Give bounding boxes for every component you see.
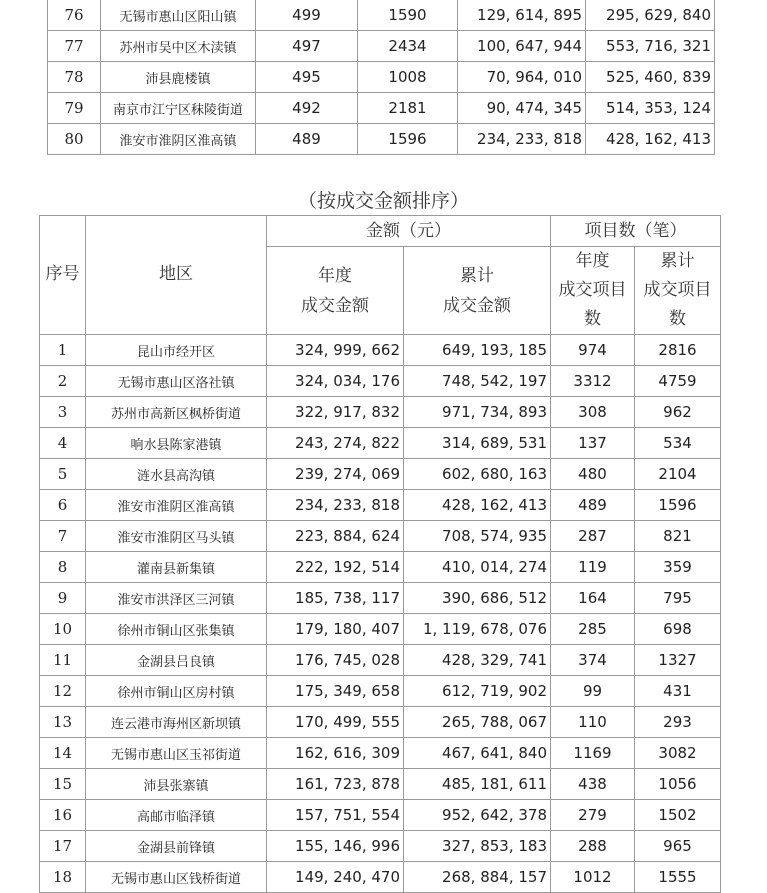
cum-amount-cell: 467, 641, 840 xyxy=(404,738,551,769)
table-row xyxy=(40,583,721,614)
annual-count-cell: 164 xyxy=(551,583,635,614)
region-cell: 淮安市淮阴区马头镇 xyxy=(86,521,267,552)
region-cell: 南京市江宁区秣陵街道 xyxy=(101,93,256,124)
table-row xyxy=(40,676,721,707)
table-row xyxy=(40,428,721,459)
header-rank: 序号 xyxy=(40,216,86,335)
header-annual-amount xyxy=(267,247,404,335)
rank-cell: 11 xyxy=(40,645,86,676)
region-cell: 淮安市淮阴区淮高镇 xyxy=(101,124,256,155)
table-row xyxy=(48,124,715,155)
header-cum-amount-line1: 累计 xyxy=(460,265,494,286)
cum-count-cell: 359 xyxy=(635,552,721,583)
cum-count-cell: 431 xyxy=(635,676,721,707)
cum-amount-cell: 410, 014, 274 xyxy=(404,552,551,583)
annual-count-cell: 1169 xyxy=(551,738,635,769)
annual-amount-cell: 129, 614, 895 xyxy=(458,0,586,31)
annual-count-cell: 438 xyxy=(551,769,635,800)
region-cell: 无锡市惠山区洛社镇 xyxy=(86,366,267,397)
table-row xyxy=(40,831,721,862)
cum-amount-cell: 485, 181, 611 xyxy=(404,769,551,800)
cum-amount-cell: 1, 119, 678, 076 xyxy=(404,614,551,645)
region-cell: 连云港市海州区新坝镇 xyxy=(86,707,267,738)
cum-amount-cell: 708, 574, 935 xyxy=(404,521,551,552)
annual-count-cell: 374 xyxy=(551,645,635,676)
annual-amount-cell: 100, 647, 944 xyxy=(458,31,586,62)
header-cum-amount xyxy=(404,247,551,335)
cum-count-cell: 1590 xyxy=(358,0,458,31)
annual-count-cell: 279 xyxy=(551,800,635,831)
header-annual-amount-line2: 成交金额 xyxy=(301,295,369,316)
cum-amount-cell: 327, 853, 183 xyxy=(404,831,551,862)
annual-amount-cell: 234, 233, 818 xyxy=(267,490,404,521)
cum-amount-cell: 428, 329, 741 xyxy=(404,645,551,676)
rank-cell: 10 xyxy=(40,614,86,645)
annual-amount-cell: 243, 274, 822 xyxy=(267,428,404,459)
header-cum-count-line1: 累计 xyxy=(660,251,695,271)
cum-amount-cell: 602, 680, 163 xyxy=(404,459,551,490)
table-row xyxy=(40,521,721,552)
cum-count-cell: 1555 xyxy=(635,862,721,893)
cum-amount-cell: 295, 629, 840 xyxy=(586,0,715,31)
header-annual-count xyxy=(551,247,635,335)
cum-count-cell: 795 xyxy=(635,583,721,614)
cum-count-cell: 4759 xyxy=(635,366,721,397)
region-cell: 金湖县前锋镇 xyxy=(86,831,267,862)
annual-count-cell: 495 xyxy=(256,62,358,93)
region-cell: 无锡市惠山区玉祁街道 xyxy=(86,738,267,769)
header-annual-count-line1: 年度 xyxy=(575,251,610,271)
annual-amount-cell: 324, 999, 662 xyxy=(267,335,404,366)
rank-cell: 4 xyxy=(40,428,86,459)
rank-cell: 79 xyxy=(48,93,101,124)
annual-amount-cell: 222, 192, 514 xyxy=(267,552,404,583)
cum-amount-cell: 390, 686, 512 xyxy=(404,583,551,614)
annual-amount-cell: 322, 917, 832 xyxy=(267,397,404,428)
rank-cell: 18 xyxy=(40,862,86,893)
cum-count-cell: 1327 xyxy=(635,645,721,676)
annual-count-cell: 308 xyxy=(551,397,635,428)
annual-count-cell: 119 xyxy=(551,552,635,583)
cum-count-cell: 1008 xyxy=(358,62,458,93)
cum-amount-cell: 525, 460, 839 xyxy=(586,62,715,93)
table-row xyxy=(40,552,721,583)
cum-count-cell: 2104 xyxy=(635,459,721,490)
annual-count-cell: 492 xyxy=(256,93,358,124)
header-cum-count-line3: 数 xyxy=(669,309,686,329)
header-annual-count-line3: 数 xyxy=(584,309,601,329)
annual-count-cell: 499 xyxy=(256,0,358,31)
rank-cell: 8 xyxy=(40,552,86,583)
annual-count-cell: 3312 xyxy=(551,366,635,397)
region-cell: 淮安市淮阴区淮高镇 xyxy=(86,490,267,521)
annual-amount-cell: 179, 180, 407 xyxy=(267,614,404,645)
cum-amount-cell: 612, 719, 902 xyxy=(404,676,551,707)
table-row xyxy=(48,31,715,62)
region-cell: 徐州市铜山区张集镇 xyxy=(86,614,267,645)
cum-count-cell: 1596 xyxy=(358,124,458,155)
cum-count-cell: 698 xyxy=(635,614,721,645)
cum-amount-cell: 553, 716, 321 xyxy=(586,31,715,62)
cum-count-cell: 965 xyxy=(635,831,721,862)
region-cell: 徐州市铜山区房村镇 xyxy=(86,676,267,707)
annual-count-cell: 974 xyxy=(551,335,635,366)
rank-cell: 13 xyxy=(40,707,86,738)
region-cell: 灌南县新集镇 xyxy=(86,552,267,583)
previous-ranking-table xyxy=(47,0,715,155)
table-header xyxy=(40,216,721,335)
cum-count-cell: 821 xyxy=(635,521,721,552)
rank-cell: 80 xyxy=(48,124,101,155)
annual-amount-cell: 155, 146, 996 xyxy=(267,831,404,862)
table-row xyxy=(40,397,721,428)
table-row xyxy=(40,459,721,490)
rank-cell: 14 xyxy=(40,738,86,769)
annual-amount-cell: 157, 751, 554 xyxy=(267,800,404,831)
region-cell: 无锡市惠山区钱桥街道 xyxy=(86,862,267,893)
annual-count-cell: 99 xyxy=(551,676,635,707)
previous-ranking-body xyxy=(48,0,715,155)
header-count-group: 项目数（笔） xyxy=(551,216,721,247)
header-annual-count-line2: 成交项目 xyxy=(558,280,627,300)
annual-amount-cell: 90, 474, 345 xyxy=(458,93,586,124)
annual-amount-cell: 170, 499, 555 xyxy=(267,707,404,738)
table-row xyxy=(40,645,721,676)
table-row xyxy=(40,800,721,831)
section-title: （按成交金额排序） xyxy=(297,190,469,212)
table-row xyxy=(40,862,721,893)
table-row xyxy=(40,366,721,397)
table-row xyxy=(40,769,721,800)
annual-count-cell: 137 xyxy=(551,428,635,459)
rank-cell: 12 xyxy=(40,676,86,707)
table-row xyxy=(40,738,721,769)
annual-count-cell: 288 xyxy=(551,831,635,862)
cum-amount-cell: 952, 642, 378 xyxy=(404,800,551,831)
header-cum-count-line2: 成交项目 xyxy=(643,280,712,300)
annual-amount-cell: 70, 964, 010 xyxy=(458,62,586,93)
header-cum-amount-line2: 成交金额 xyxy=(443,295,511,316)
cum-amount-cell: 649, 193, 185 xyxy=(404,335,551,366)
cum-amount-cell: 971, 734, 893 xyxy=(404,397,551,428)
cum-count-cell: 1596 xyxy=(635,490,721,521)
annual-count-cell: 287 xyxy=(551,521,635,552)
cum-amount-cell: 514, 353, 124 xyxy=(586,93,715,124)
rank-cell: 7 xyxy=(40,521,86,552)
region-cell: 金湖县吕良镇 xyxy=(86,645,267,676)
rank-cell: 2 xyxy=(40,366,86,397)
annual-amount-cell: 149, 240, 470 xyxy=(267,862,404,893)
annual-amount-cell: 185, 738, 117 xyxy=(267,583,404,614)
annual-count-cell: 480 xyxy=(551,459,635,490)
region-cell: 沛县张寨镇 xyxy=(86,769,267,800)
region-cell: 高邮市临泽镇 xyxy=(86,800,267,831)
annual-count-cell: 489 xyxy=(256,124,358,155)
region-cell: 响水县陈家港镇 xyxy=(86,428,267,459)
cum-amount-cell: 748, 542, 197 xyxy=(404,366,551,397)
header-cum-count xyxy=(635,247,721,335)
cum-count-cell: 2816 xyxy=(635,335,721,366)
cum-amount-cell: 314, 689, 531 xyxy=(404,428,551,459)
cum-count-cell: 293 xyxy=(635,707,721,738)
rank-cell: 15 xyxy=(40,769,86,800)
annual-count-cell: 285 xyxy=(551,614,635,645)
table-row xyxy=(40,614,721,645)
cum-count-cell: 2181 xyxy=(358,93,458,124)
cum-count-cell: 962 xyxy=(635,397,721,428)
rank-cell: 6 xyxy=(40,490,86,521)
region-cell: 沛县鹿楼镇 xyxy=(101,62,256,93)
annual-count-cell: 1012 xyxy=(551,862,635,893)
annual-count-cell: 489 xyxy=(551,490,635,521)
annual-count-cell: 110 xyxy=(551,707,635,738)
table-row xyxy=(40,335,721,366)
region-cell: 昆山市经开区 xyxy=(86,335,267,366)
annual-amount-cell: 161, 723, 878 xyxy=(267,769,404,800)
rank-cell: 16 xyxy=(40,800,86,831)
annual-amount-cell: 162, 616, 309 xyxy=(267,738,404,769)
cum-amount-cell: 428, 162, 413 xyxy=(404,490,551,521)
cum-count-cell: 1502 xyxy=(635,800,721,831)
amount-ranking-table xyxy=(39,215,721,893)
header-region: 地区 xyxy=(86,216,267,335)
table-row xyxy=(48,0,715,31)
region-cell: 苏州市吴中区木渎镇 xyxy=(101,31,256,62)
header-annual-amount-line1: 年度 xyxy=(318,265,352,286)
cum-amount-cell: 428, 162, 413 xyxy=(586,124,715,155)
table-row xyxy=(40,707,721,738)
annual-amount-cell: 176, 745, 028 xyxy=(267,645,404,676)
annual-amount-cell: 223, 884, 624 xyxy=(267,521,404,552)
cum-count-cell: 2434 xyxy=(358,31,458,62)
table-row xyxy=(40,490,721,521)
annual-amount-cell: 234, 233, 818 xyxy=(458,124,586,155)
region-cell: 淮安市洪泽区三河镇 xyxy=(86,583,267,614)
rank-cell: 17 xyxy=(40,831,86,862)
cum-count-cell: 3082 xyxy=(635,738,721,769)
annual-amount-cell: 324, 034, 176 xyxy=(267,366,404,397)
table-row xyxy=(48,62,715,93)
rank-cell: 76 xyxy=(48,0,101,31)
header-amount-group: 金额（元） xyxy=(267,216,551,247)
region-cell: 涟水县高沟镇 xyxy=(86,459,267,490)
cum-amount-cell: 265, 788, 067 xyxy=(404,707,551,738)
annual-amount-cell: 175, 349, 658 xyxy=(267,676,404,707)
annual-count-cell: 497 xyxy=(256,31,358,62)
cum-count-cell: 1056 xyxy=(635,769,721,800)
rank-cell: 9 xyxy=(40,583,86,614)
rank-cell: 77 xyxy=(48,31,101,62)
rank-cell: 5 xyxy=(40,459,86,490)
table-row xyxy=(48,93,715,124)
table-body xyxy=(40,335,721,893)
cum-count-cell: 534 xyxy=(635,428,721,459)
rank-cell: 3 xyxy=(40,397,86,428)
annual-amount-cell: 239, 274, 069 xyxy=(267,459,404,490)
region-cell: 无锡市惠山区阳山镇 xyxy=(101,0,256,31)
rank-cell: 78 xyxy=(48,62,101,93)
rank-cell: 1 xyxy=(40,335,86,366)
region-cell: 苏州市高新区枫桥街道 xyxy=(86,397,267,428)
cum-amount-cell: 268, 884, 157 xyxy=(404,862,551,893)
